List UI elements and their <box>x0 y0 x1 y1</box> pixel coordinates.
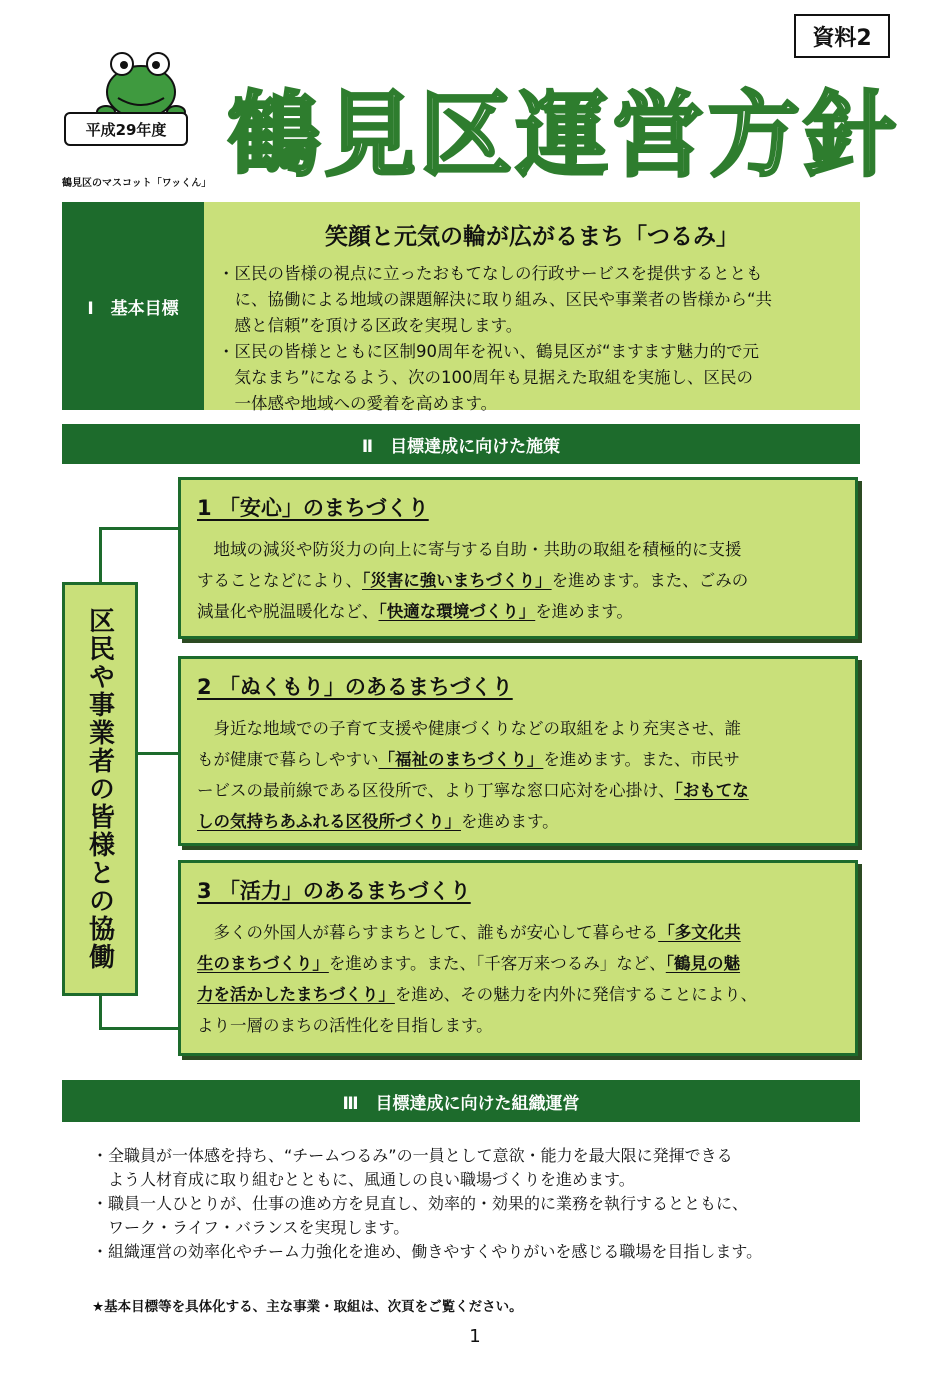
goal-line: ・区民の皆様とともに区制90周年を祝い、鶴見区が“ますます魅力的で元 <box>218 342 760 361</box>
highlight-phrase: 「おもてな <box>674 781 749 800</box>
highlight-phrase: 力を活かしたまちづくり」 <box>197 985 395 1004</box>
policy-line: することなどにより、「災害に強いまちづくり」を進めます。また、ごみの <box>197 571 749 590</box>
policy-title: 1 「安心」のまちづくり <box>197 496 429 520</box>
org-line: ・職員一人ひとりが、仕事の進め方を見直し、効率的・効果的に業務を執行するとともに、 <box>92 1194 749 1213</box>
section1-body <box>204 202 860 413</box>
goal-line: に、協働による地域の課題解決に取り組み、区民や事業者の皆様から“共 <box>218 290 773 309</box>
policy-line: 身近な地域での子育て支援や健康づくりなどの取組をより充実させ、誰 <box>197 719 742 738</box>
goal-line: 感と信頼”を頂ける区政を実現します。 <box>218 316 523 335</box>
mascot-caption: 鶴見区のマスコット「ワッくん」 <box>62 178 212 189</box>
slogan: 笑顔と元気の輪が広がるまち「つるみ」 <box>325 224 739 250</box>
policy-line: 生のまちづくり」を進めます。また、「千客万来つるみ」など、「鶴見の魅 <box>197 954 741 973</box>
policy-line: 多くの外国人が暮らすまちとして、誰もが安心して暮らせる「多文化共 <box>197 923 741 942</box>
policy-box-3 <box>178 860 858 1056</box>
org-line: ・組織運営の効率化やチーム力強化を進め、働きやすくやりがいを感じる職場を目指します。 <box>92 1242 763 1261</box>
highlight-phrase: 「多文化共 <box>658 923 741 942</box>
highlight-phrase: しの気持ちあふれる区役所づくり」 <box>197 812 461 831</box>
highlight-phrase: 「快適な環境づくり」 <box>378 602 536 621</box>
org-line: ・全職員が一体感を持ち、“チームつるみ”の一員として意欲・能力を最大限に発揮できる <box>92 1146 733 1165</box>
highlight-phrase: 「鶴見の魅 <box>665 954 741 973</box>
page-title: 鶴見区運営方針 <box>228 82 901 189</box>
policy-line: 地域の減災や防災力の向上に寄与する自助・共助の取組を積極的に支援 <box>197 540 742 559</box>
goal-line: 一体感や地域への愛着を高めます。 <box>218 394 498 413</box>
collaboration-label: 区民や事業者の皆様との協働 <box>84 607 115 971</box>
highlight-phrase: 生のまちづくり」 <box>197 954 329 973</box>
section3-body <box>92 1144 892 1264</box>
policy-line: もが健康で暮らしやすい「福祉のまちづくり」を進めます。また、市民サ <box>197 750 741 769</box>
goal-line: 気なまち”になるよう、次の100周年も見据えた取組を実施し、区民の <box>218 368 754 387</box>
section1-label: Ⅰ 基本目標 <box>62 202 204 410</box>
policy-line: より一層のまちの活性化を目指します。 <box>197 1016 493 1035</box>
collaboration-box <box>62 582 138 996</box>
connector-policy-1 <box>99 527 178 530</box>
org-line: ワーク・ライフ・バランスを実現します。 <box>92 1218 410 1237</box>
policy-line: しの気持ちあふれる区役所づくり」を進めます。 <box>197 812 559 831</box>
highlight-phrase: 「災害に強いまちづくり」 <box>362 571 552 590</box>
document-label: 資料2 <box>794 14 890 58</box>
policy-line: 力を活かしたまちづくり」を進め、その魅力を内外に発信することにより、 <box>197 985 758 1004</box>
policy-title: 3 「活力」のあるまちづくり <box>197 879 471 903</box>
section2-header: Ⅱ 目標達成に向けた施策 <box>62 424 860 464</box>
goal-line: ・区民の皆様の視点に立ったおもてなしの行政サービスを提供するととも <box>218 264 763 283</box>
policy-line: ービスの最前線である区役所で、より丁寧な窓口応対を心掛け、「おもてな <box>197 781 749 800</box>
policy-box-1 <box>178 477 858 639</box>
footnote: ★基本目標等を具体化する、主な事業・取組は、次頁をご覧ください。 <box>92 1299 523 1315</box>
section3-header: Ⅲ 目標達成に向けた組織運営 <box>62 1080 860 1122</box>
page-number: 1 <box>469 1326 481 1347</box>
policy-box-2 <box>178 656 858 846</box>
policy-title: 2 「ぬくもり」のあるまちづくり <box>197 675 513 699</box>
org-line: よう人材育成に取り組むとともに、風通しの良い職場づくりを進めます。 <box>92 1170 635 1189</box>
highlight-phrase: 「福祉のまちづくり」 <box>378 750 544 769</box>
connector-policy-3 <box>99 1027 178 1030</box>
policy-line: 減量化や脱温暖化など、「快適な環境づくり」を進めます。 <box>197 602 633 621</box>
fiscal-year-badge: 平成29年度 <box>64 112 188 146</box>
